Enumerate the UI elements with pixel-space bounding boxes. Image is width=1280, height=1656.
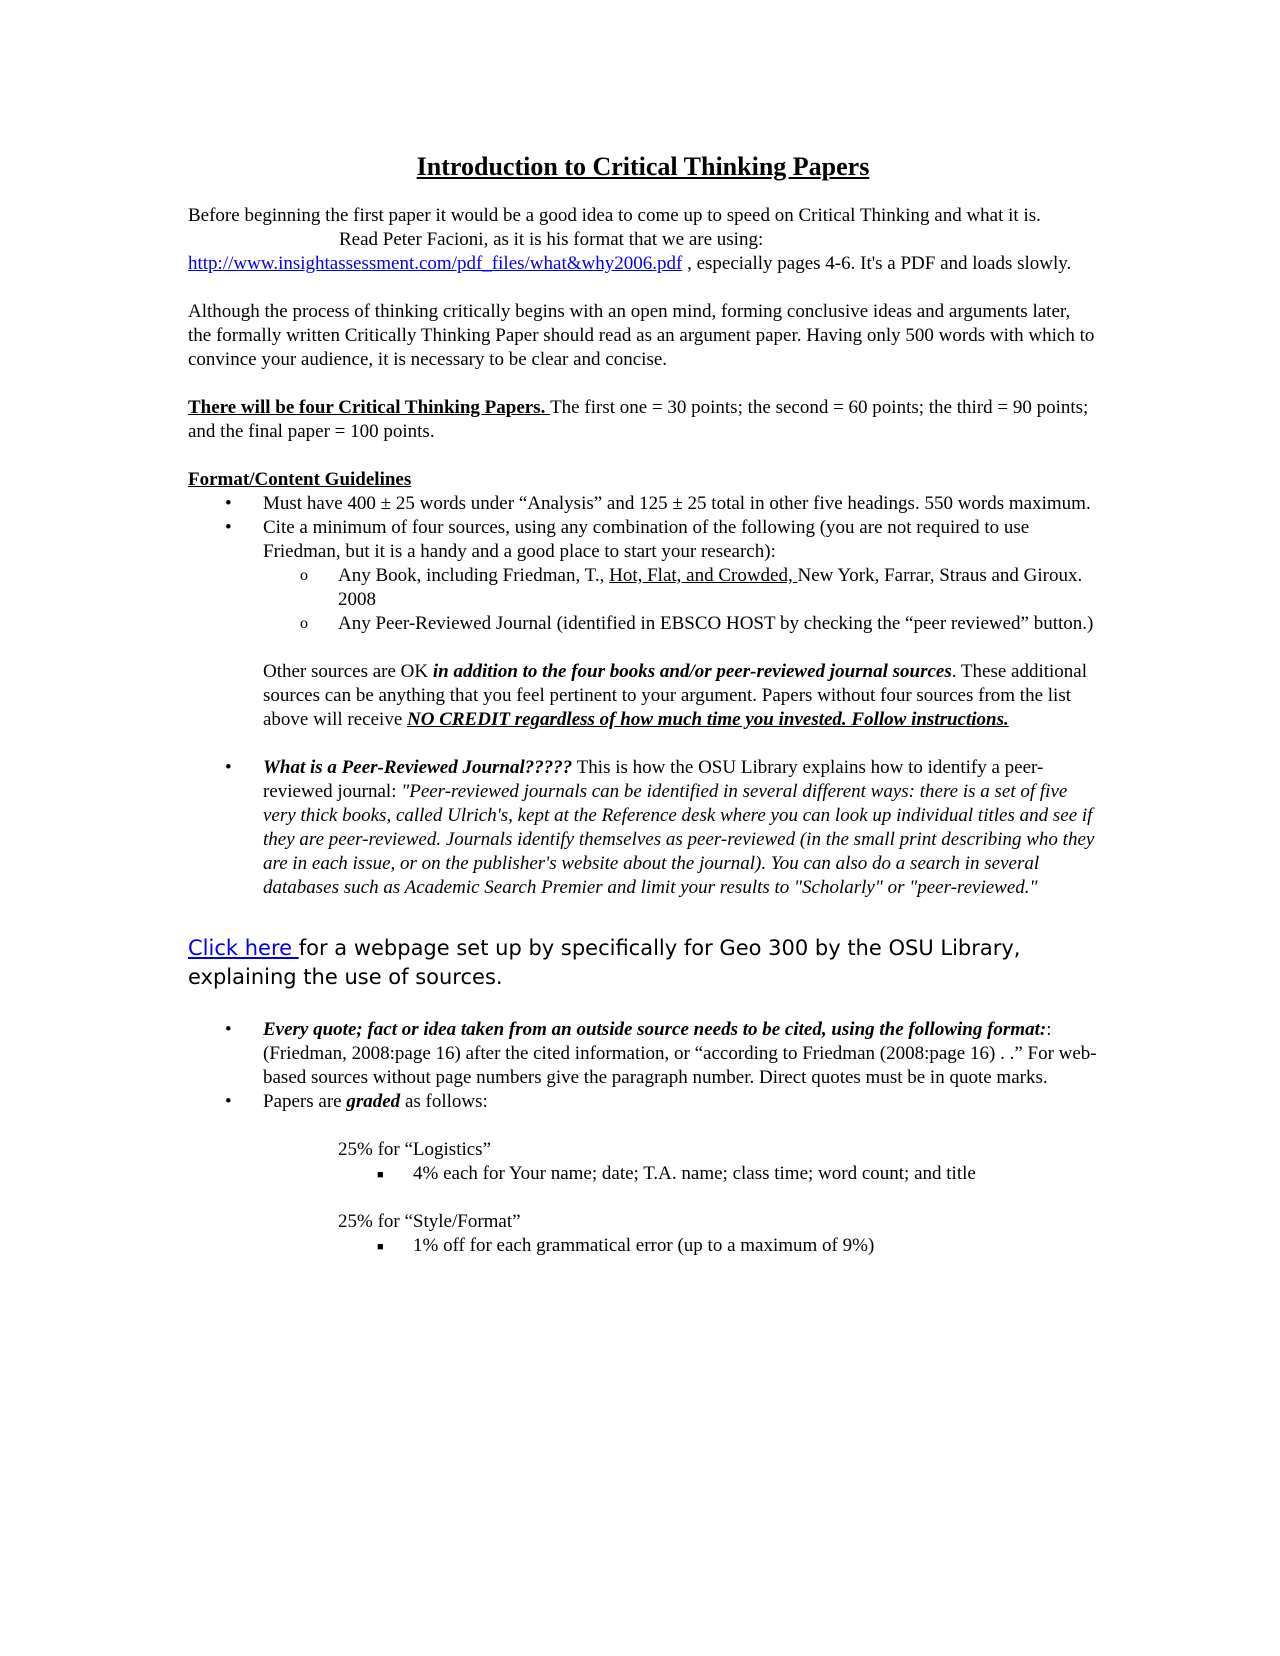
bullet-icon: •	[225, 493, 232, 514]
list-item: • Every quote; fact or idea taken from an outside source needs to be cited, using the following format:: (Friedman, 2008:page 16) after the cited information, or “according to Friedman (2008:page 16) . .” For web-based sources without page numbers give the paragraph number. Direct quotes must be in quote marks.	[225, 1019, 1097, 1088]
style-format-line: 25% for “Style/Format”	[338, 1211, 521, 1232]
document-body	[188, 150, 1098, 1258]
list-item: • Papers are graded as follows:	[225, 1091, 488, 1112]
bullet-icon: •	[225, 1019, 232, 1040]
bullet-icon: •	[225, 517, 232, 538]
bullet-icon: •	[225, 1091, 232, 1112]
osu-library-quote: "Peer-reviewed journals can be identified in several different ways: there is a set of five very thick books, called Ulrich's, kept at the Reference desk where you can look up individual titles and see if they are peer-reviewed. Journals identify themselves as peer-reviewed (in the small print describing who they are in each issue, or on the publisher's website about the journal). You can also do a search in several databases such as Academic Search Premier and limit your results to "Scholarly" or "peer-reviewed."	[263, 781, 1095, 898]
papers-bold: There will be four Critical Thinking Papers.	[188, 397, 551, 418]
sub-list-item: o Any Peer-Reviewed Journal (identified in EBSCO HOST by checking the “peer reviewed” button.)	[300, 613, 1094, 634]
url-line: http://www.insightassessment.com/pdf_files/what&why2006.pdf , especially pages 4-6. It's a PDF and loads slowly.	[188, 253, 1072, 274]
intro-paragraph: Before beginning the first paper it would be a good idea to come up to speed on Critical Thinking and what it is.	[188, 205, 1041, 226]
other-sources-paragraph: Other sources are OK in addition to the four books and/or peer-reviewed journal sources. These additional sources can be anything that you feel pertinent to your argument. Papers without four sources from the list above will receive NO CREDIT regardless of how much time you invested. Follow instructions.	[263, 661, 1088, 730]
square-bullet-icon: ■	[377, 1169, 384, 1181]
page-title: Introduction to Critical Thinking Papers	[416, 152, 870, 181]
sub-sub-list-item: ■ 4% each for Your name; date; T.A. name; class time; word count; and title	[188, 1162, 1098, 1186]
bullet-icon: •	[225, 757, 232, 778]
no-credit-warning: NO CREDIT regardless of how much time you invested. Follow instructions.	[407, 709, 1009, 730]
guidelines-heading: Format/Content Guidelines	[188, 469, 412, 490]
insight-assessment-link[interactable]: http://www.insightassessment.com/pdf_files/what&why2006.pdf	[188, 253, 683, 274]
papers-paragraph: There will be four Critical Thinking Papers. The first one = 30 points; the second = 60 points; the third = 90 points; and the final paper = 100 points.	[188, 397, 1089, 442]
square-bullet-icon: ■	[377, 1241, 384, 1253]
list-item: • What is a Peer-Reviewed Journal????? This is how the OSU Library explains how to identify a peer-reviewed journal: "Peer-reviewed journals can be identified in several different ways: there is a set of five very thick books, called Ulrich's, kept at the Reference desk where you can look up individual titles and see if they are peer-reviewed. Journals identify themselves as peer-reviewed (in the small print describing who they are in each issue, or on the publisher's website about the journal). You can also do a search in several databases such as Academic Search Premier and limit your results to "Scholarly" or "peer-reviewed."	[225, 757, 1095, 898]
argument-paragraph: Although the process of thinking critically begins with an open mind, forming conclusive ideas and arguments later, the formally written Critically Thinking Paper should read as an argument paper. Having only 500 words with which to convince your audience, it is necessary to be clear and concise.	[188, 301, 1095, 370]
circle-bullet-icon: o	[300, 567, 308, 584]
logistics-line: 25% for “Logistics”	[338, 1139, 492, 1160]
sub-sub-list-item: ■ 1% off for each grammatical error (up to a maximum of 9%)	[188, 1234, 1098, 1258]
circle-bullet-icon: o	[300, 615, 308, 632]
read-facioni-line: Read Peter Facioni, as it is his format that we are using:	[339, 229, 764, 250]
list-item: • Cite a minimum of four sources, using any combination of the following (you are not required to use Friedman, but it is a handy and a good place to start your research):	[225, 517, 1030, 562]
book-title: Hot, Flat, and Crowded,	[609, 565, 798, 586]
list-item: • Must have 400 ± 25 words under “Analysis” and 125 ± 25 total in other five headings. 550 words maximum.	[225, 493, 1091, 514]
click-here-paragraph: Click here for a webpage set up by specifically for Geo 300 by the OSU Library, explaining the use of sources.	[188, 936, 1021, 989]
sub-list-item: o Any Book, including Friedman, T., Hot, Flat, and Crowded, New York, Farrar, Straus and Giroux. 2008	[300, 565, 1083, 610]
click-here-link[interactable]: Click here	[188, 936, 299, 960]
